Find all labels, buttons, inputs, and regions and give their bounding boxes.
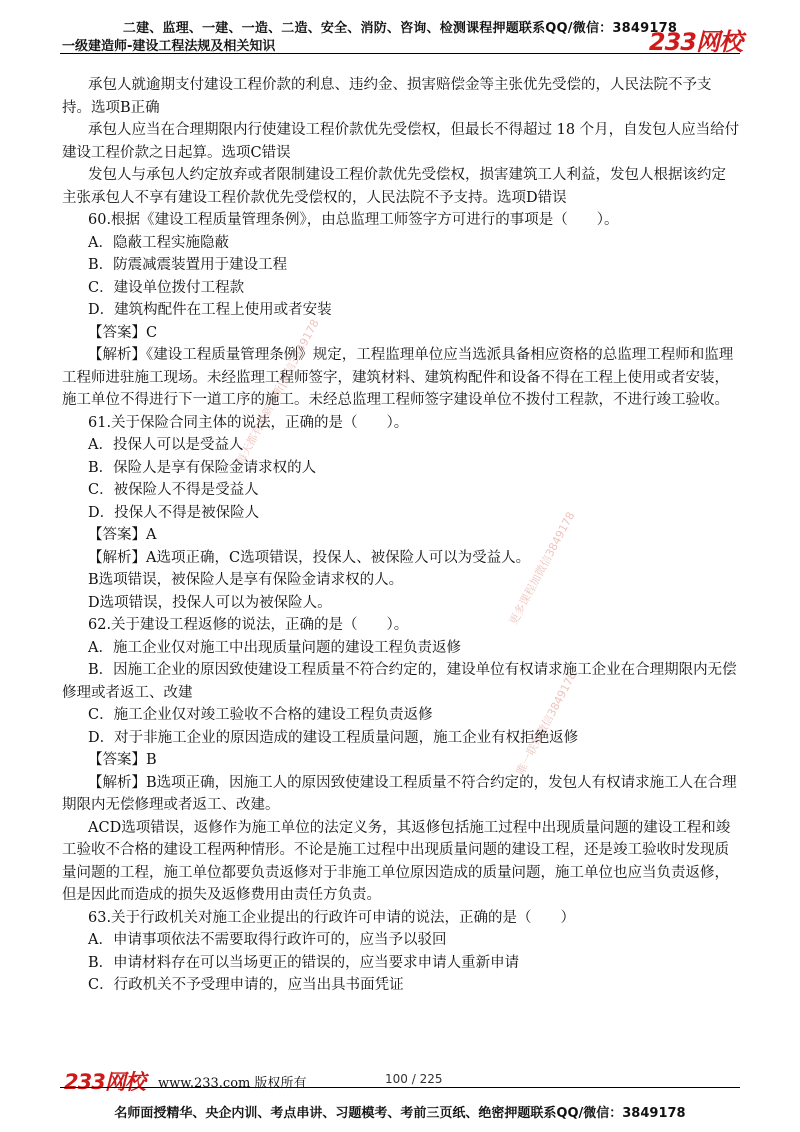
footer-logo: 233网校 [64,1070,145,1094]
option-line: 【答案】C [88,324,158,341]
footer-contact-line: 名师面授精华、央企内训、考点串讲、习题模考、考前三页纸、绝密押题联系QQ/微信：3849178 [114,1106,686,1121]
footer-site: www.233.com 版权所有 [158,1076,307,1091]
option-line: B．防震减震装置用于建设工程 [88,257,288,273]
option-line: C．行政机关不予受理申请的，应当出具书面凭证 [88,977,404,993]
paragraph: D选项错误，投保人可以为被保险人。 [88,594,332,611]
option-line: D．对于非施工企业的原因造成的建设工程质量问题，施工企业有权拒绝返修 [88,729,579,746]
option-line: D．投保人不得是被保险人 [88,504,260,521]
question: 60.根据《建设工程质量管理条例》，由总监理工师签字方可进行的事项是（ ）。 [88,212,619,228]
option-line: C．被保险人不得是受益人 [88,482,259,498]
brand-logo: 233网校 [648,28,742,56]
paragraph: 发包人与承包人约定放弃或者限制建设工程价款优先受偿权，损害建筑工人利益，发包人根据该约定主张承包人不享有建设工程价款优先受偿权的，人民法院不予支持。选项D错误 [62,167,726,206]
question: 63.关于行政机关对施工企业提出的行政许可申请的说法，正确的是（ ） [88,909,576,926]
option-line: B．保险人是享有保险金请求权的人 [88,459,317,476]
page-number: 100 / 225 [385,1072,443,1086]
option-line: 【答案】A [88,527,157,543]
document-body [62,74,740,997]
question: 61.关于保险合同主体的说法，正确的是（ ）。 [88,414,409,431]
paragraph: 承包人就逾期支付建设工程价款的利息、违约金、损害赔偿金等主张优先受偿的，人民法院不予支持。选项B正确 [62,77,712,116]
option-line: 【解析】《建设工程质量管理条例》规定，工程监理单位应当选派具备相应资格的总监理工程师和监理工程师进驻施工现场。未经监理工程师签字，建筑材料、建筑构配件和设备不得在工程上使用或者安装，施工单位不得进行下一道工序的施工。未经总监理工程师签字建设单位不拨付工程款，不进行竣工验收。 [62,347,734,408]
paragraph: 承包人应当在合理期限内行使建设工程价款优先受偿权，但最长不得超过 18 个月，自发包人应当给付建设工程价款之日起算。选项C错误 [62,122,740,161]
option-line: 【解析】A选项正确，C选项错误，投保人、被保险人可以为受益人。 [88,549,531,566]
option-line: A．隐蔽工程实施隐蔽 [88,234,229,251]
option-line: 【解析】B选项正确，因施工人的原因致使建设工程质量不符合约定的，发包人有权请求施工人在合理期限内无偿修理或者返工、改建。 [62,774,737,813]
option-line: B．申请材料存在可以当场更正的错误的，应当要求申请人重新申请 [88,954,520,971]
option-line: A．施工企业仅对施工中出现质量问题的建设工程负责返修 [88,639,461,656]
header-divider [60,53,740,54]
option-line: A．申请事项依法不需要取得行政许可的，应当予以驳回 [88,932,447,948]
option-line: C．建设单位拨付工程款 [88,279,245,296]
option-line: C．施工企业仅对竣工验收不合格的建设工程负责返修 [88,707,433,723]
paragraph: ACD选项错误，返修作为施工单位的法定义务，其返修包括施工过程中出现质量问题的建设工程和竣工验收不合格的建设工程两种情形。不论是施工过程中出现质量问题的建设工程，还是竣工验收时发现质量问题的工程，施工单位都要负责返修对于非施工单位原因造成的质量问题，施工单位也应当负责返修，但是因此而造成的损失及返修费用由责任方负责。 [62,819,731,903]
watermark: 每天都有最新更新|微信3849178 [233,317,322,468]
question: 62.关于建设工程返修的说法，正确的是（ ）。 [88,617,409,633]
header-subtitle: 一级建造师-建设工程法规及相关知识 [62,39,276,54]
option-line: A．投保人可以是受益人 [88,437,244,453]
paragraph: B选项错误，被保险人是享有保险金请求权的人。 [88,572,404,588]
option-line: 【答案】B [88,752,157,768]
watermark: 唯一联系微信3849178 [513,669,580,778]
option-line: B．因施工企业的原因致使建设工程质量不符合约定的，建设单位有权请求施工企业在合理期限内无偿修理或者返工、改建 [62,662,737,701]
option-line: D．建筑构配件在工程上使用或者安装 [88,302,332,318]
watermark: 更多课程加微信3849178 [506,509,578,628]
header-contact-line: 二建、监理、一建、一造、二造、安全、消防、咨询、检测课程押题联系QQ/微信：3849178 [122,21,678,36]
footer-divider [60,1087,740,1088]
